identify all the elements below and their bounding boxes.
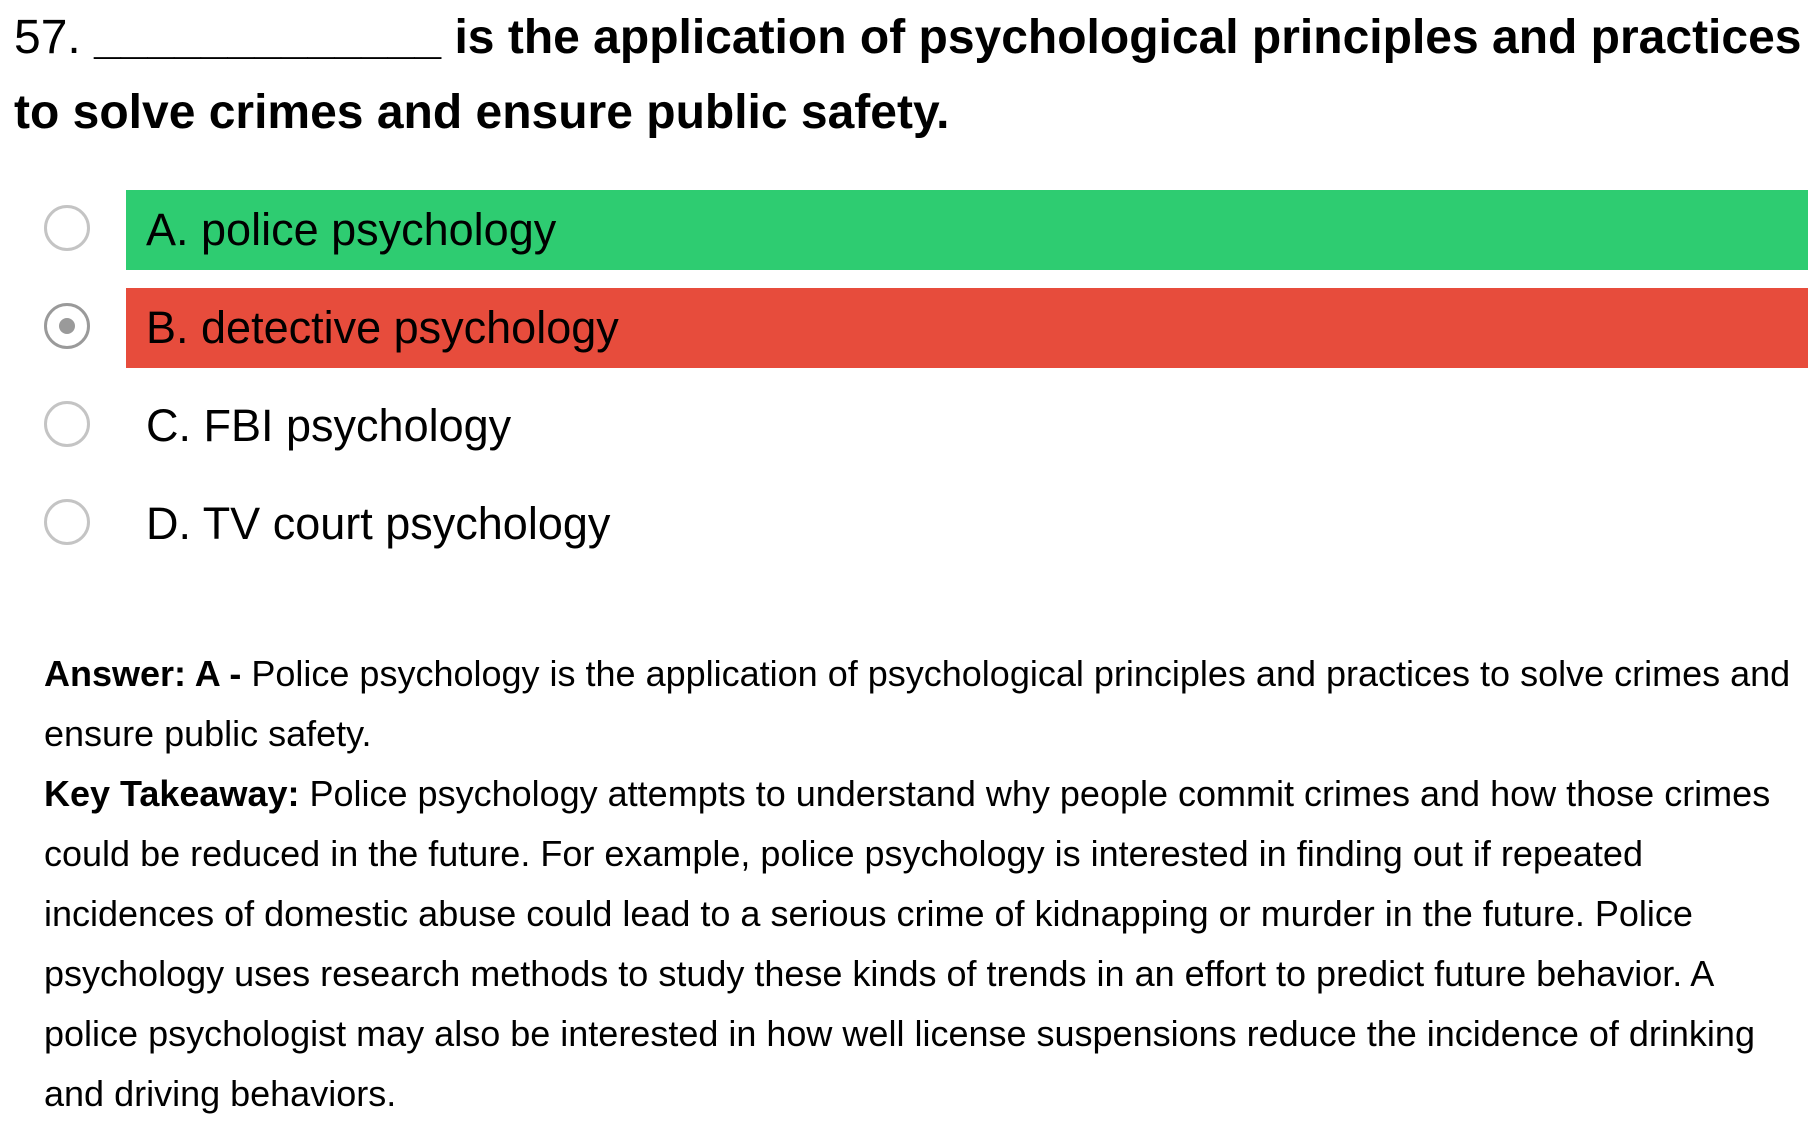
option-c-label[interactable]: C. FBI psychology — [146, 400, 512, 451]
option-b-label[interactable]: B. detective psychology — [126, 288, 1808, 368]
option-d-label[interactable]: D. TV court psychology — [146, 498, 611, 549]
option-c[interactable] — [0, 386, 1818, 466]
option-b[interactable] — [0, 288, 1818, 368]
option-a-radio[interactable] — [44, 205, 90, 251]
question-blank: _____________ — [94, 11, 442, 64]
question-body: is the application of psychological principles and practices to solve crimes and ensure public safety. — [14, 11, 1802, 139]
option-a[interactable] — [0, 190, 1818, 270]
answer-paragraph — [44, 644, 1794, 764]
answer-options — [0, 190, 1818, 582]
takeaway-paragraph — [44, 764, 1794, 1124]
answer-text: Police psychology is the application of psychological principles and practices to solve crimes and ensure public safety. — [44, 653, 1791, 754]
answer-label: Answer: A - — [44, 653, 242, 694]
option-d[interactable] — [0, 484, 1818, 564]
radio-dot-icon — [59, 318, 75, 334]
option-c-radio[interactable] — [44, 401, 90, 447]
takeaway-text: Police psychology attempts to understand why people commit crimes and how those crimes could be reduced in the future. For example, police psychology is interested in finding out if repeated incidences of domestic abuse could lead to a serious crime of kidnapping or murder in the future. Police psychology uses research methods to study these kinds of trends in an effort to predict future behavior. A police psychologist may also be interested in how well license suspensions reduce the incidence of drinking and driving behaviors. — [44, 773, 1771, 1114]
question-number: 57. — [14, 11, 81, 64]
answer-explanation — [44, 644, 1794, 1124]
option-b-radio[interactable] — [44, 303, 90, 349]
question-text — [14, 0, 1809, 150]
option-d-radio[interactable] — [44, 499, 90, 545]
takeaway-label: Key Takeaway: — [44, 773, 300, 814]
option-a-label[interactable]: A. police psychology — [126, 190, 1808, 270]
